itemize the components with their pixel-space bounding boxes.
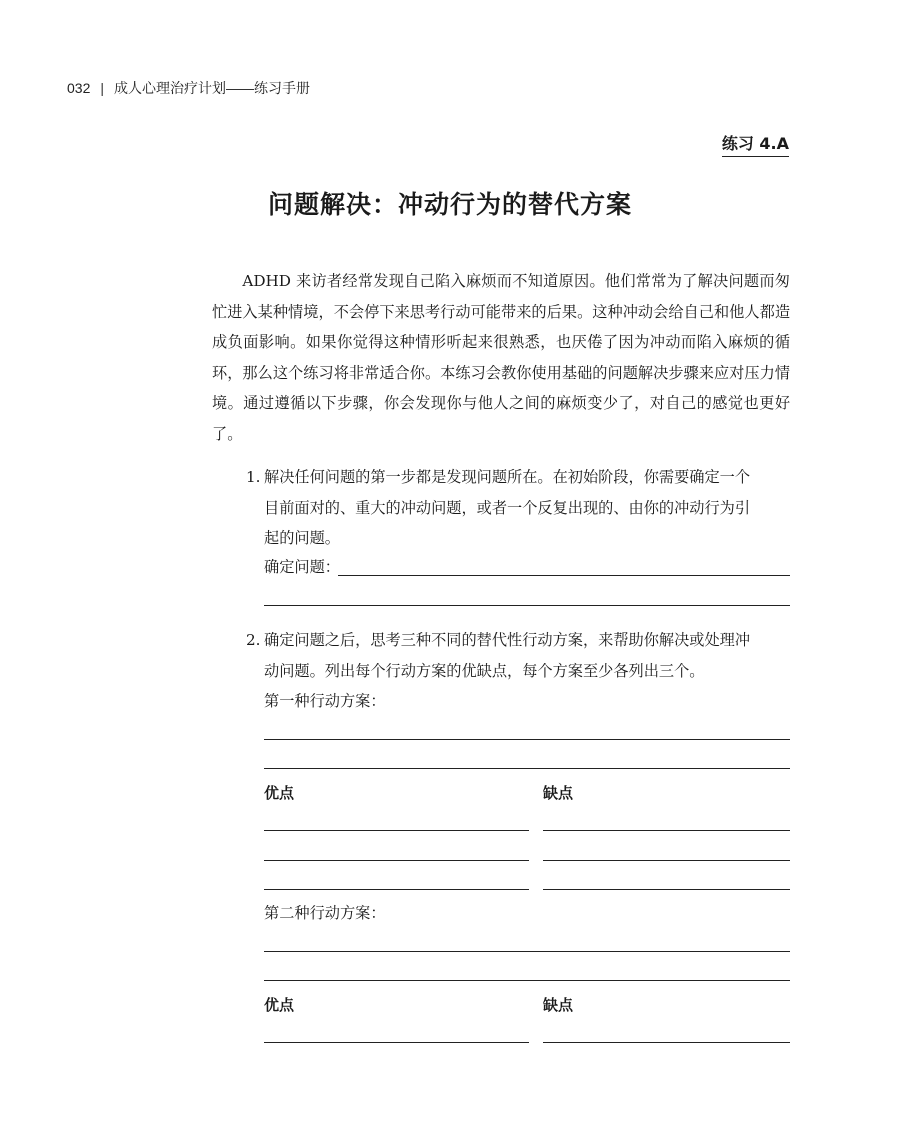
running-header: [67, 78, 310, 98]
option-1-pros-heading: 优点: [264, 784, 295, 802]
option-2-line-1[interactable]: [264, 951, 790, 952]
header-separator: |: [100, 80, 104, 96]
step-1: [246, 462, 790, 554]
option-2-cons-heading: 缺点: [543, 996, 574, 1014]
exercise-label: 练习 4.A: [722, 131, 789, 157]
option-1-label: 第一种行动方案：: [264, 692, 386, 710]
page-number: 032: [67, 80, 91, 96]
identify-problem-line-1[interactable]: [338, 575, 790, 576]
step-2-line-2: 动问题。列出每个行动方案的优缺点，每个方案至少各列出三个。: [264, 661, 705, 680]
intro-paragraph: ADHD 来访者经常发现自己陷入麻烦而不知道原因。他们常常为了解决问题而匆忙进入某种情境，不会停下来思考行动可能带来的后果。这种冲动会给自己和他人都造成负面影响。如果你觉得这种情形听起来很熟悉，也厌倦了因为冲动而陷入麻烦的循环，那么这个练习将非常适合你。本练习会教你使用基础的问题解决步骤来应对压力情境。通过遵循以下步骤，你会发现你与他人之间的麻烦变少了，对自己的感觉也更好了。: [212, 272, 790, 443]
step-2-line-1: 2. 确定问题之后，思考三种不同的替代性行动方案，来帮助你解决或处理冲: [246, 625, 790, 656]
option-1-con-line-3[interactable]: [543, 889, 790, 890]
option-2-line-2[interactable]: [264, 980, 790, 981]
step-2: [246, 625, 790, 686]
option-1-pro-line-2[interactable]: [264, 860, 529, 861]
option-1-line-1[interactable]: [264, 739, 790, 740]
option-2-con-line-1[interactable]: [543, 1042, 790, 1043]
book-title: 成人心理治疗计划——练习手册: [114, 80, 310, 96]
option-1-pro-line-3[interactable]: [264, 889, 529, 890]
option-2-pro-line-1[interactable]: [264, 1042, 529, 1043]
option-1-con-line-1[interactable]: [543, 830, 790, 831]
option-1-pro-line-1[interactable]: [264, 830, 529, 831]
step-2-number: 2.: [246, 631, 261, 649]
option-1-con-line-2[interactable]: [543, 860, 790, 861]
option-2-label: 第二种行动方案：: [264, 904, 386, 922]
step-1-number: 1.: [246, 468, 261, 486]
option-2-pros-heading: 优点: [264, 996, 295, 1014]
identify-problem-line-2[interactable]: [264, 605, 790, 606]
option-1-cons-heading: 缺点: [543, 784, 574, 802]
page-title: 问题解决：冲动行为的替代方案: [267, 190, 632, 219]
identify-problem-label: 确定问题：: [264, 558, 340, 576]
step-1-line-2: 目前面对的、重大的冲动问题，或者一个反复出现的、由你的冲动行为引: [264, 498, 750, 517]
step-1-line-3: 起的问题。: [264, 529, 340, 547]
step-1-line-1: 1. 解决任何问题的第一步都是发现问题所在。在初始阶段，你需要确定一个: [246, 462, 790, 493]
option-1-line-2[interactable]: [264, 768, 790, 769]
